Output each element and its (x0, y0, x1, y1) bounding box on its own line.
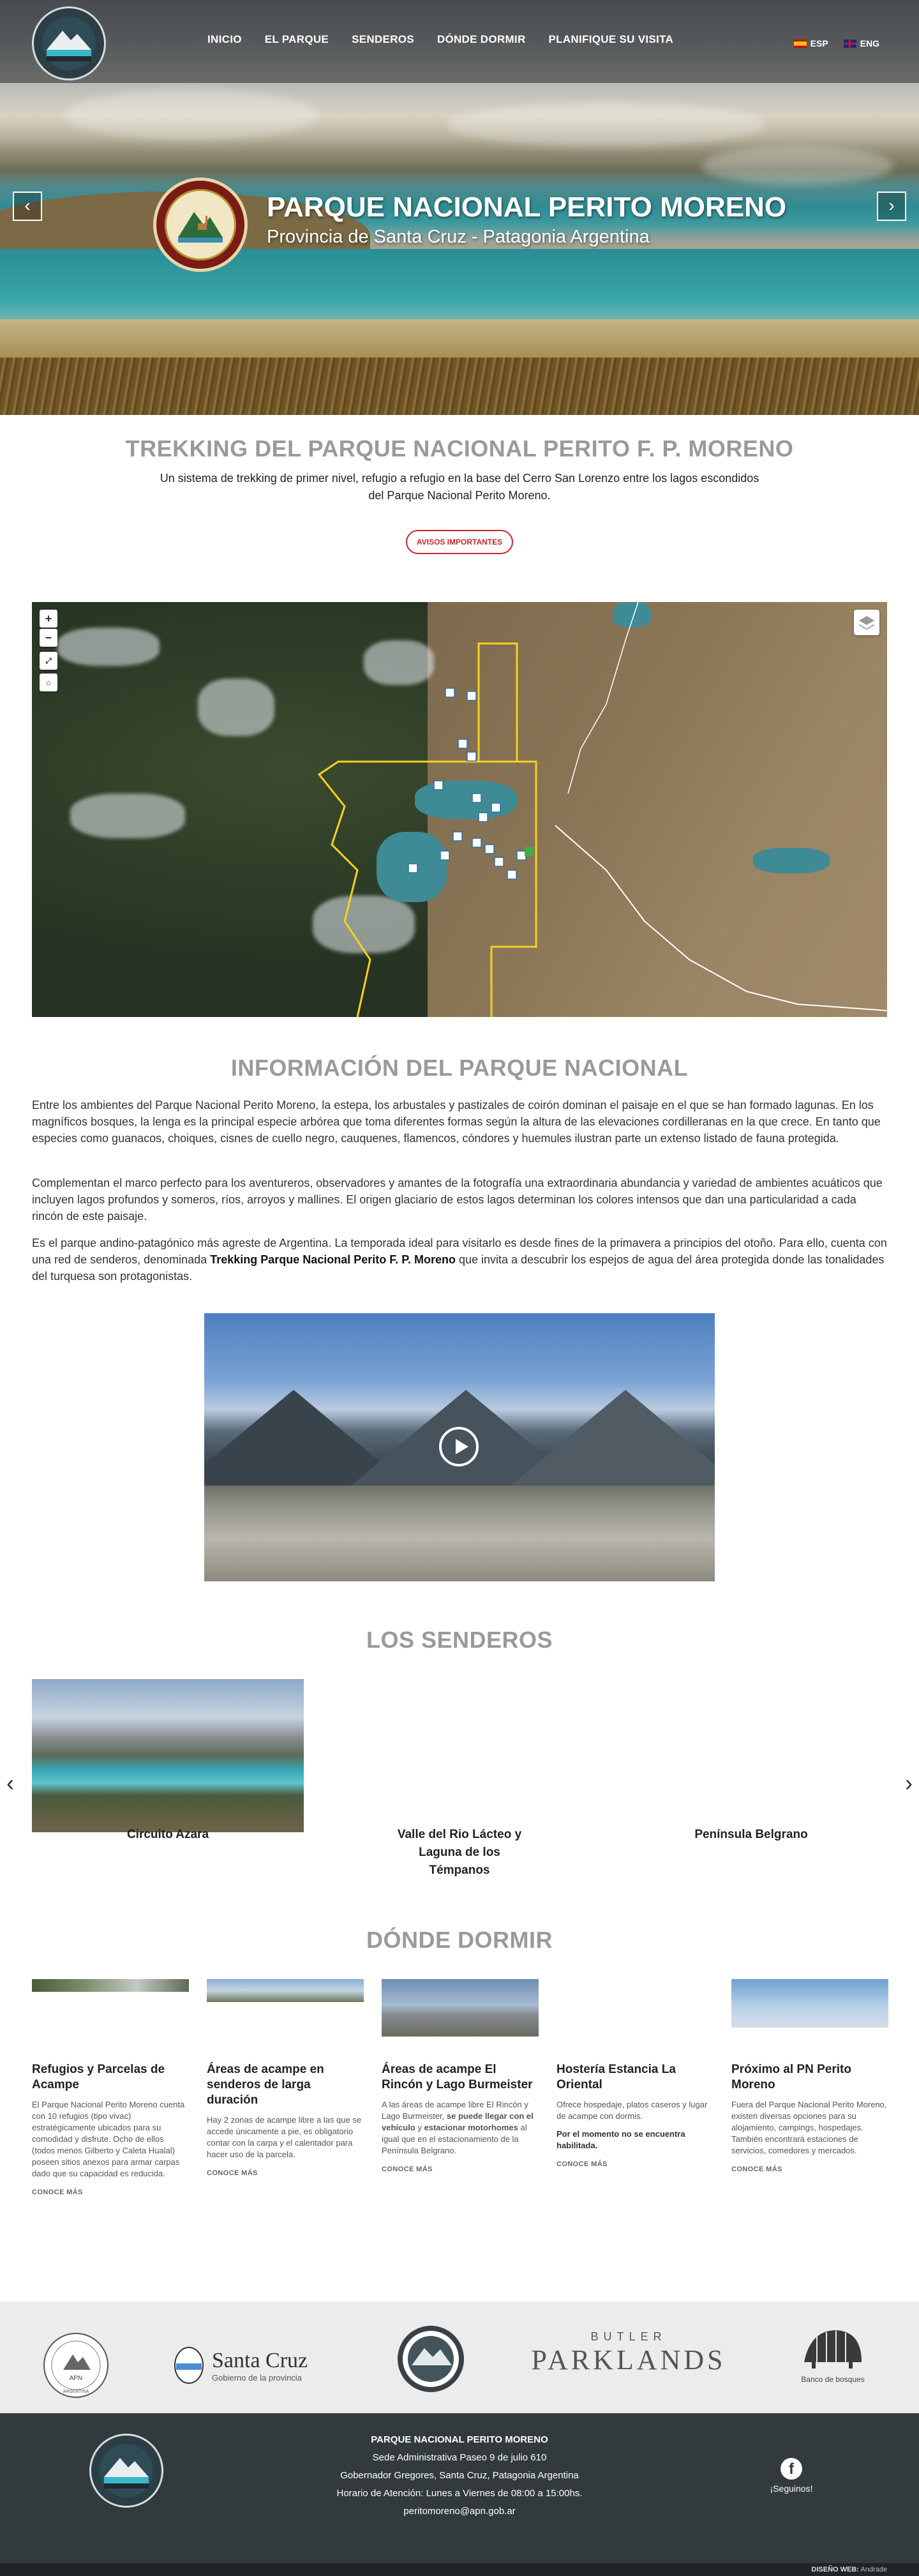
info-title: INFORMACIÓN DEL PARQUE NACIONAL (230, 1055, 689, 1081)
province-shield-icon (172, 2346, 205, 2385)
footer-title: PARQUE NACIONAL PERITO MORENO (371, 2434, 548, 2445)
senderos-prev-button[interactable] (6, 1770, 14, 1796)
play-icon[interactable] (439, 1427, 479, 1466)
info-p3-highlight: Trekking Parque Nacional Perito F. P. Moreno (210, 1253, 456, 1266)
hero-prev-button[interactable] (13, 192, 42, 221)
lodge-notice: Por el momento no se encuentra habilitada. (557, 2129, 685, 2150)
mountain-logo-icon (40, 15, 98, 72)
hero-banner (0, 0, 919, 415)
site-logo[interactable] (32, 6, 106, 80)
apn-logo[interactable] (41, 2330, 111, 2400)
hero-title: PARQUE NACIONAL PERITO MORENO (267, 192, 787, 223)
lodge-text-c: y (415, 2123, 424, 2132)
credits-bar (0, 2563, 919, 2576)
footer-city: Gobernador Gregores, Santa Cruz, Patagonia Argentina (340, 2470, 579, 2481)
lodge-title: Próximo al PN Perito Moreno (731, 2063, 851, 2091)
road-line (555, 825, 887, 1011)
facebook-icon[interactable]: f (781, 2458, 802, 2480)
trekking-intro: Un sistema de trekking de primer nivel, refugio a refugio en la base del Cerro San Lorenzo entre los lagos escondidos del Parque Nacional Perito Moreno. (160, 472, 759, 502)
lodge-text: Hay 2 zonas de acampe libre a las que se accede únicamente a pie, es obligatorio contar con la carpa y el calentador para hacer uso de la parcela. (207, 2115, 362, 2159)
social-block (766, 2458, 817, 2494)
lodge-title: Áreas de acampe El Rincón y Lago Burmeister (382, 2063, 533, 2091)
footer-address: Sede Administrativa Paseo 9 de julio 610 (372, 2452, 547, 2463)
butler-text: BUTLER (590, 2330, 667, 2343)
footer-logo[interactable] (89, 2434, 163, 2508)
santa-cruz-name: Santa Cruz (212, 2348, 308, 2372)
lodge-text-e: al igual que en el estacionamiento de la Península Belgrano. (382, 2123, 527, 2155)
layers-button[interactable] (854, 610, 879, 635)
dormir-title: DÓNDE DORMIR (366, 1927, 553, 1953)
lodge-image (557, 1979, 714, 1992)
badge-emblem (165, 189, 236, 260)
map-overlay (32, 602, 887, 1017)
info-paragraph-3 (32, 1235, 887, 1284)
trail-name[interactable]: Península Belgrano (694, 1828, 808, 1841)
home-icon: ⌂ (46, 678, 51, 687)
hero-subtitle: Provincia de Santa Cruz - Patagonia Argentina (267, 227, 650, 247)
nav-senderos[interactable]: SENDEROS (352, 33, 414, 45)
lodge-more-link[interactable]: CONOCE MÁS (207, 2169, 258, 2177)
argentina-text: ARGENTINA (63, 2390, 89, 2394)
lodge-text: El Parque Nacional Perito Moreno cuenta con 10 refugios (tipo vivac) estratégicamente ubicados para su comodidad y disfrute. Ocho de ellos (todos menos Gilberto y Caleta Hualal) poseen sitios anexos para armar carpas dado que su capacidad es reducida. (32, 2100, 185, 2178)
armadillo-icon (798, 2324, 868, 2375)
lang-es-label: ESP (810, 38, 828, 49)
trail-name[interactable]: Valle del Rio Lácteo y Laguna de los Témpanos (397, 1828, 522, 1877)
campsite-marker (525, 847, 534, 856)
lodge-card (731, 1979, 888, 2173)
info-p3-c: que invita a descubrir los espejos de agua del área protegida donde las tonalidades del turquesa son protagonistas. (32, 1253, 885, 1283)
spain-flag-icon (794, 40, 807, 48)
guanaco-emblem-icon (175, 199, 226, 250)
lodge-text-d: estacionar motorhomes (424, 2123, 518, 2132)
lodge-image (207, 1979, 364, 2002)
info-paragraph-2: Complementan el marco perfecto para los aventureros, observadores y amantes de la fotografía una extraordinaria abundancia y variedad de ambientes acuáticos que incluyen lagos profundos y someros, ríos, arroyos y mallines. El origen glaciario de estos lagos determinan los colores intensos que dan una particularidad a cada rincón de este paisaje. (32, 1177, 883, 1223)
language-switcher (794, 38, 879, 49)
senderos-next-button[interactable] (905, 1770, 913, 1796)
hero-next-button[interactable] (877, 192, 906, 221)
social-label: ¡Seguinos! (770, 2483, 813, 2494)
cloud (64, 89, 319, 140)
butler-parklands-logo[interactable] (533, 2330, 724, 2376)
lodge-more-link[interactable]: CONOCE MÁS (557, 2160, 608, 2168)
lodge-card (32, 1979, 189, 2196)
zoom-in-button[interactable]: + (40, 610, 57, 628)
senderos-title: LOS SENDEROS (366, 1627, 553, 1653)
chevron-right-icon: › (905, 1770, 913, 1796)
lang-en-link[interactable] (844, 38, 879, 49)
refuge-markers (408, 688, 526, 879)
park-badge (153, 177, 248, 272)
banco-bosques-logo[interactable] (791, 2324, 874, 2384)
trekking-title: TREKKING DEL PARQUE NACIONAL PERITO F. P. MORENO (125, 435, 794, 462)
park-video[interactable] (204, 1313, 715, 1581)
nav-el-parque[interactable]: EL PARQUE (264, 33, 329, 45)
layers-icon (854, 610, 879, 635)
nav-donde-dormir[interactable]: DÓNDE DORMIR (437, 33, 526, 45)
main-nav (207, 33, 673, 46)
lodge-image (382, 1979, 539, 2037)
road-line (568, 602, 638, 794)
lodge-text: Ofrece hospedaje, platos caseros y lugar de acampe con dormis. (557, 2100, 708, 2121)
lang-en-label: ENG (860, 38, 879, 49)
lodge-more-link[interactable]: CONOCE MÁS (32, 2188, 83, 2196)
footer-hours: Horario de Atención: Lunes a Viernes de 08:00 a 15:00hs. (336, 2488, 583, 2499)
nav-inicio[interactable]: INICIO (207, 33, 242, 45)
lodge-image (32, 1979, 189, 1992)
lodge-text (382, 2099, 539, 2157)
trail-image (32, 1679, 304, 1832)
lodge-more-link[interactable]: CONOCE MÁS (382, 2165, 433, 2173)
lodge-title: Refugios y Parcelas de Acampe (32, 2063, 165, 2091)
banco-text: Banco de bosques (801, 2375, 865, 2384)
park-seal-logo[interactable] (396, 2324, 466, 2394)
info-p3-a: Es el parque andino-patagónico más agreste de Argentina. La temporada ideal para visitarlo es desde fines de la primavera a principios del otoño. Para ello, cuenta con una red de senderos, denominada (32, 1237, 887, 1266)
nav-planifique[interactable]: PLANIFIQUE SU VISITA (548, 33, 674, 45)
info-paragraph-1: Entre los ambientes del Parque Nacional Perito Moreno, la estepa, los arbustales y pastizales de coirón dominan el paisaje en el que se han formado lagunas. En los magníficos bosques, la lenga es la principal especie arbórea que toma diferentes formas según la altura de las elevaciones cordilleranas en la que crece. En tanto que especies como guanacos, choiques, cisnes de cuello negro, cauquenes, flamencos, cóndores y huemules ilustran parte un extenso listado de fauna protegida. (32, 1099, 881, 1145)
trail-name[interactable]: Circuito Azara (126, 1828, 209, 1841)
fullscreen-button[interactable] (40, 652, 57, 670)
zoom-out-button[interactable]: − (40, 629, 57, 647)
fullscreen-icon: ⤢ (45, 656, 52, 665)
credit-label: DISEÑO WEB: (811, 2566, 859, 2573)
home-button[interactable] (40, 674, 57, 691)
uk-flag-icon (844, 40, 856, 48)
grass (0, 358, 919, 415)
park-boundary (491, 644, 536, 1017)
lodge-card (557, 1979, 714, 2168)
santa-cruz-sub: Gobierno de la provincia (212, 2372, 302, 2383)
park-seal-icon (396, 2324, 466, 2394)
navbar (0, 0, 919, 83)
cloud (702, 147, 893, 185)
lodge-image (731, 1979, 888, 2028)
cloud (447, 102, 766, 147)
lodge-card (382, 1979, 539, 2173)
chevron-right-icon: › (888, 195, 895, 215)
chevron-left-icon: ‹ (6, 1770, 14, 1796)
santa-cruz-logo[interactable] (172, 2337, 308, 2394)
lodge-text-a: A las áreas de acampe libre El Rincón y Lago Burmeister, (382, 2100, 528, 2121)
lodge-title: Hostería Estancia La Oriental (557, 2063, 676, 2091)
lodge-text: Fuera del Parque Nacional Perito Moreno, existen diversas opciones para su alojamiento, campings, hospedajes. También encontrará estaciones de servicios, comedores y mercados. (731, 2100, 887, 2155)
credit-link[interactable]: Andrade (860, 2566, 887, 2573)
parklands-text: PARKLANDS (531, 2344, 726, 2376)
video-mountain (511, 1390, 715, 1486)
lang-es-link[interactable] (794, 38, 828, 49)
footer (0, 2413, 919, 2563)
chevron-left-icon: ‹ (24, 195, 31, 215)
footer-contact (268, 2431, 651, 2520)
avisos-button[interactable]: AVISOS IMPORTANTES (406, 530, 513, 554)
apn-text: APN (69, 2375, 83, 2382)
lodge-card (207, 1979, 364, 2177)
mountain-logo-icon (98, 2442, 155, 2499)
trail-map[interactable] (32, 602, 887, 1017)
lodge-more-link[interactable]: CONOCE MÁS (731, 2165, 782, 2173)
apn-logo-icon (41, 2330, 111, 2400)
lodge-title: Áreas de acampe en senderos de larga duración (207, 2063, 324, 2107)
park-boundary (319, 644, 491, 1017)
lodge-text-b: se puede llegar con el vehículo (382, 2111, 534, 2132)
footer-email-link[interactable]: peritomoreno@apn.gob.ar (403, 2506, 516, 2517)
